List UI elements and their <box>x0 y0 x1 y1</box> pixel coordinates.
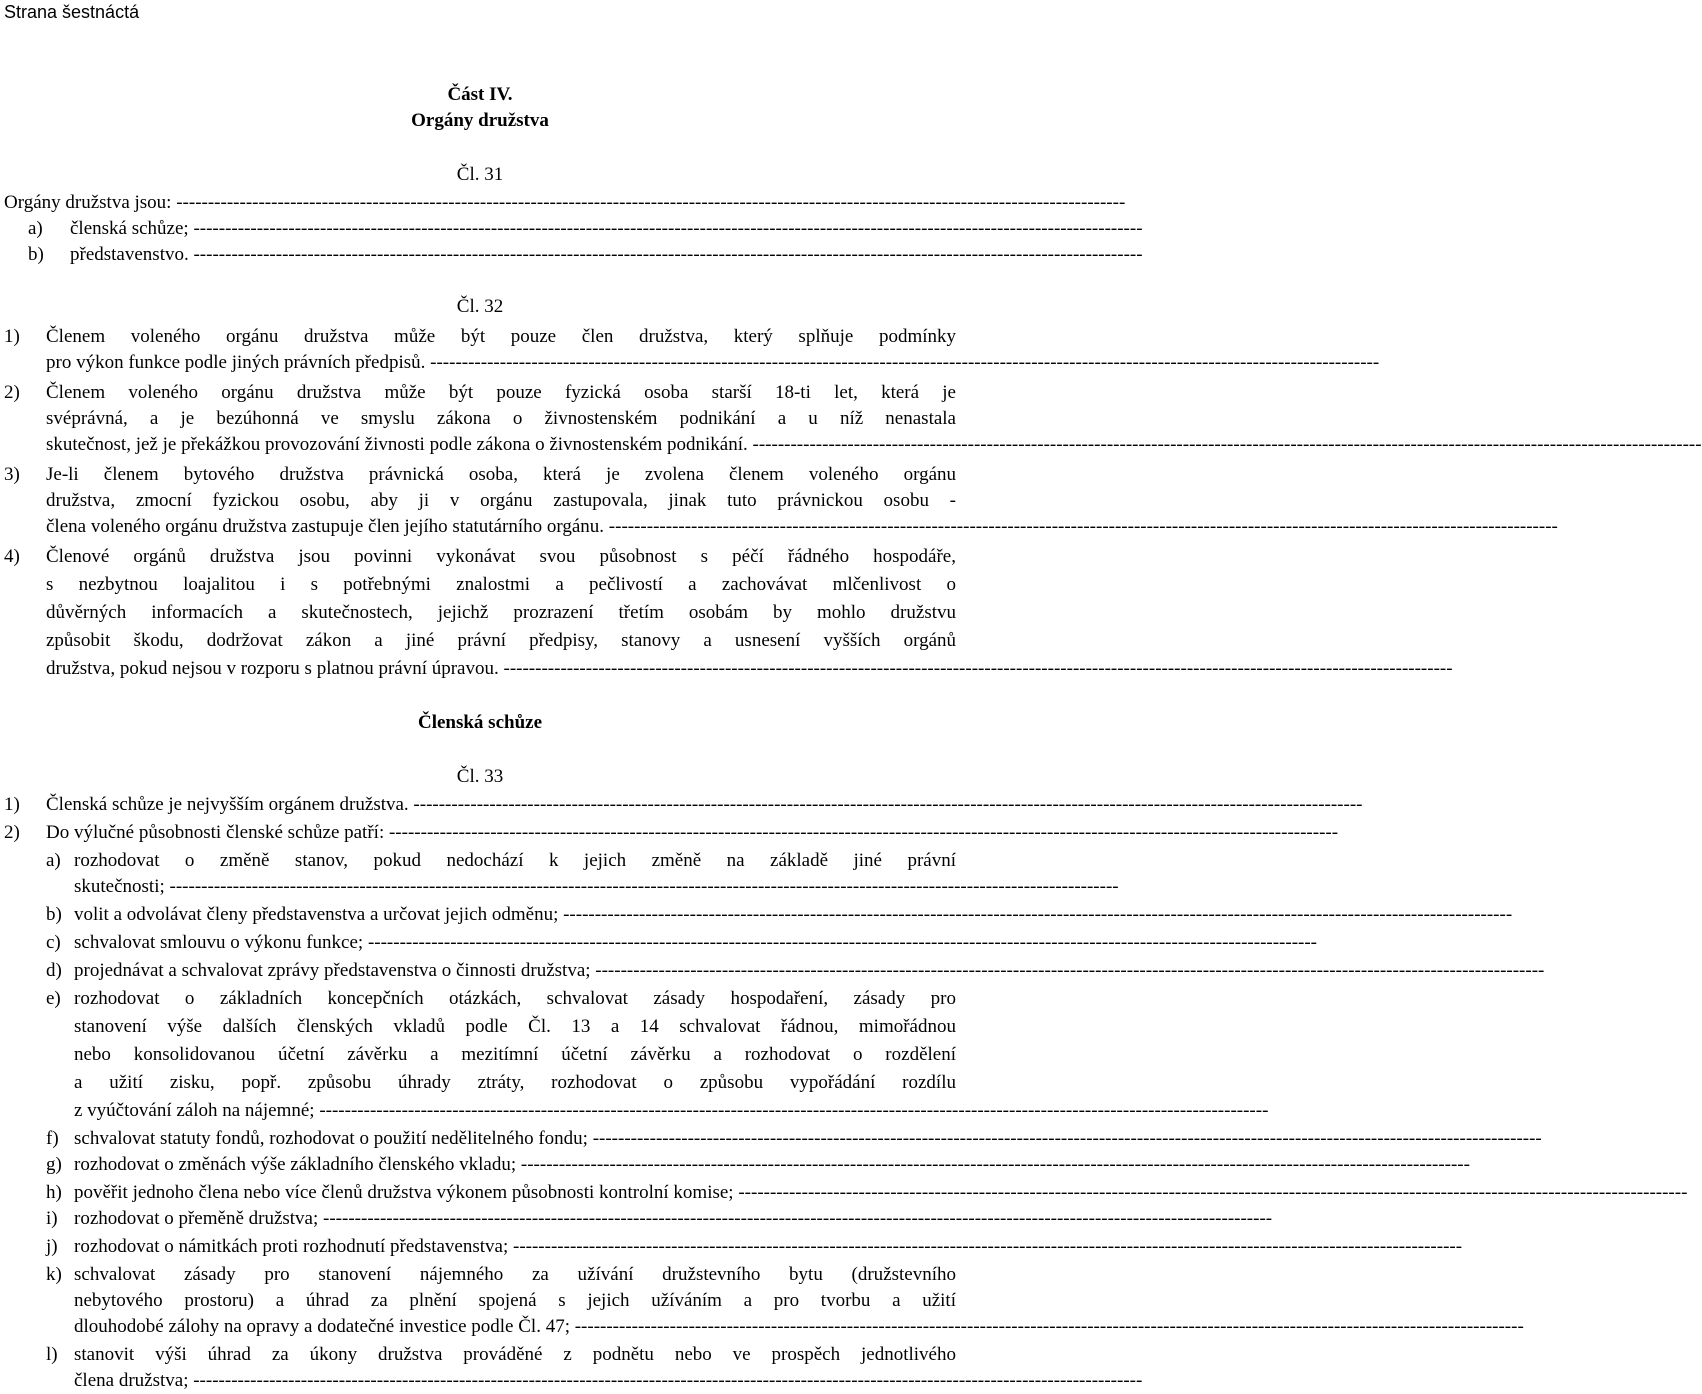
art32-p2-line1: Členem voleného orgánu družstva může být pouze fyzická osoba starší 18-ti let, která je <box>46 382 956 403</box>
article-33-heading: Čl. 33 <box>456 766 504 787</box>
paragraph-marker: 1) <box>4 326 20 347</box>
art33-k-line1: schvalovat zásady pro stanovení nájemného za užívání družstevního bytu (družstevního <box>74 1264 956 1285</box>
section-title: Členská schůze <box>417 712 543 733</box>
art33-c: schvalovat smlouvu o výkonu funkce; ------------------------------------------------------------------------------------------------------------------------------------------------------ <box>74 932 1318 953</box>
paragraph-marker: 3) <box>4 464 20 485</box>
art32-p3-line3: člena voleného orgánu družstva zastupuje člen jejího statutárního orgánu. ------------------------------------------------------------------------------------------------------------------------------------------------------ <box>46 516 1558 537</box>
list-marker: d) <box>46 960 62 981</box>
art32-p4-line5: družstva, pokud nejsou v rozporu s platnou právní úpravou. ------------------------------------------------------------------------------------------------------------------------------------------------------ <box>46 658 1453 679</box>
art32-p4-line1: Členové orgánů družstva jsou povinni vykonávat svou působnost s péčí řádného hospodáře, <box>46 546 956 567</box>
paragraph-marker: 2) <box>4 822 20 843</box>
art33-h: pověřit jednoho člena nebo více členů družstva výkonem působnosti kontrolní komise; ------------------------------------------------------------------------------------------------------------------------------------------------------ <box>74 1182 1688 1203</box>
art33-l-line2: člena družstva; ------------------------------------------------------------------------------------------------------------------------------------------------------ <box>74 1370 1143 1391</box>
article-31-item-b: představenstvo. ------------------------------------------------------------------------------------------------------------------------------------------------------ <box>70 244 1143 265</box>
list-marker: j) <box>46 1236 58 1257</box>
art32-p1-line2: pro výkon funkce podle jiných právních předpisů. ------------------------------------------------------------------------------------------------------------------------------------------------------ <box>46 352 1380 373</box>
art32-p2-line3: skutečnost, jež je překážkou provozování živnosti podle zákona o živnostenském podnikání. ------------------------------------------------------------------------------------------------------------------------------------------------------ <box>46 434 1702 455</box>
art32-p4-line4: způsobit škodu, dodržovat zákon a jiné právní předpisy, stanovy a usnesení vyšších orgánů <box>46 630 956 651</box>
art33-k-line3: dlouhodobé zálohy na opravy a dodatečné investice podle Čl. 47; ------------------------------------------------------------------------------------------------------------------------------------------------------ <box>74 1316 1524 1337</box>
art32-p2-line2: svéprávná, a je bezúhonná ve smyslu zákona o živnostenském podnikání a u níž nenastala <box>46 408 956 429</box>
article-32-heading: Čl. 32 <box>456 296 504 317</box>
list-marker: i) <box>46 1208 58 1229</box>
art33-i: rozhodovat o přeměně družstva; ------------------------------------------------------------------------------------------------------------------------------------------------------ <box>74 1208 1273 1229</box>
article-31-item-a: členská schůze; ------------------------------------------------------------------------------------------------------------------------------------------------------ <box>70 218 1143 239</box>
art32-p4-line3: důvěrných informacích a skutečnostech, jejichž prozrazení třetím osobám by mohlo družstvu <box>46 602 956 623</box>
art33-j: rozhodovat o námitkách proti rozhodnutí představenstva; ------------------------------------------------------------------------------------------------------------------------------------------------------ <box>74 1236 1463 1257</box>
paragraph-marker: 4) <box>4 546 20 567</box>
article-31-intro: Orgány družstva jsou: ------------------------------------------------------------------------------------------------------------------------------------------------------ <box>4 192 1126 213</box>
art32-p4-line2: s nezbytnou loajalitou i s potřebnými znalostmi a pečlivostí a zachovávat mlčenlivost o <box>46 574 956 595</box>
list-marker: b) <box>28 244 44 265</box>
article-31-heading: Čl. 31 <box>456 164 504 185</box>
art33-a-line2: skutečnosti; ------------------------------------------------------------------------------------------------------------------------------------------------------ <box>74 876 1119 897</box>
art33-e-line4: a užití zisku, popř. způsobu úhrady ztráty, rozhodovat o způsobu vypořádání rozdílu <box>74 1072 956 1093</box>
art33-d: projednávat a schvalovat zprávy představenstva o činnosti družstva; ------------------------------------------------------------------------------------------------------------------------------------------------------ <box>74 960 1545 981</box>
page-header: Strana šestnáctá <box>4 2 140 22</box>
list-marker: c) <box>46 932 61 953</box>
art33-f: schvalovat statuty fondů, rozhodovat o použití nedělitelného fondu; ------------------------------------------------------------------------------------------------------------------------------------------------------ <box>74 1128 1542 1149</box>
paragraph-marker: 2) <box>4 382 20 403</box>
art33-e-line2: stanovení výše dalších členských vkladů podle Čl. 13 a 14 schvalovat řádnou, mimořádnou <box>74 1016 956 1037</box>
art33-p1: Členská schůze je nejvyšším orgánem družstva. ------------------------------------------------------------------------------------------------------------------------------------------------------ <box>46 794 1363 815</box>
list-marker: k) <box>46 1264 62 1285</box>
list-marker: a) <box>46 850 61 871</box>
art33-e-line3: nebo konsolidovanou účetní závěrku a mezitímní účetní závěrku a rozhodovat o rozdělení <box>74 1044 956 1065</box>
art33-l-line1: stanovit výši úhrad za úkony družstva prováděné z podnětu nebo ve prospěch jednotlivého <box>74 1344 956 1365</box>
paragraph-marker: 1) <box>4 794 20 815</box>
art33-k-line2: nebytového prostoru) a úhrad za plnění spojená s jejich užíváním a pro tvorbu a užití <box>74 1290 956 1311</box>
list-marker: l) <box>46 1344 58 1365</box>
art33-a-line1: rozhodovat o změně stanov, pokud nedochází k jejich změně na základě jiné právní <box>74 850 956 871</box>
list-marker: b) <box>46 904 62 925</box>
art33-b: volit a odvolávat členy představenstva a určovat jejich odměnu; ------------------------------------------------------------------------------------------------------------------------------------------------------ <box>74 904 1513 925</box>
list-marker: g) <box>46 1154 62 1175</box>
art32-p3-line1: Je-li členem bytového družstva právnická osoba, která je zvolena členem voleného orgánu <box>46 464 956 485</box>
art32-p3-line2: družstva, zmocní fyzickou osobu, aby ji v orgánu zastupovala, jinak tuto právnickou osobu - <box>46 490 956 511</box>
list-marker: h) <box>46 1182 62 1203</box>
part-title: Část IV. <box>447 84 513 105</box>
art33-p2: Do výlučné působnosti členské schůze patří: ------------------------------------------------------------------------------------------------------------------------------------------------------ <box>46 822 1339 843</box>
part-subtitle: Orgány družstva <box>411 110 549 131</box>
list-marker: e) <box>46 988 61 1009</box>
list-marker: a) <box>28 218 43 239</box>
list-marker: f) <box>46 1128 59 1149</box>
art33-e-line5: z vyúčtování záloh na nájemné; ------------------------------------------------------------------------------------------------------------------------------------------------------ <box>74 1100 1269 1121</box>
art33-e-line1: rozhodovat o základních koncepčních otázkách, schvalovat zásady hospodaření, zásady pro <box>74 988 956 1009</box>
art33-g: rozhodovat o změnách výše základního členského vkladu; ------------------------------------------------------------------------------------------------------------------------------------------------------ <box>74 1154 1470 1175</box>
art32-p1-line1: Členem voleného orgánu družstva může být pouze člen družstva, který splňuje podmínky <box>46 326 956 347</box>
